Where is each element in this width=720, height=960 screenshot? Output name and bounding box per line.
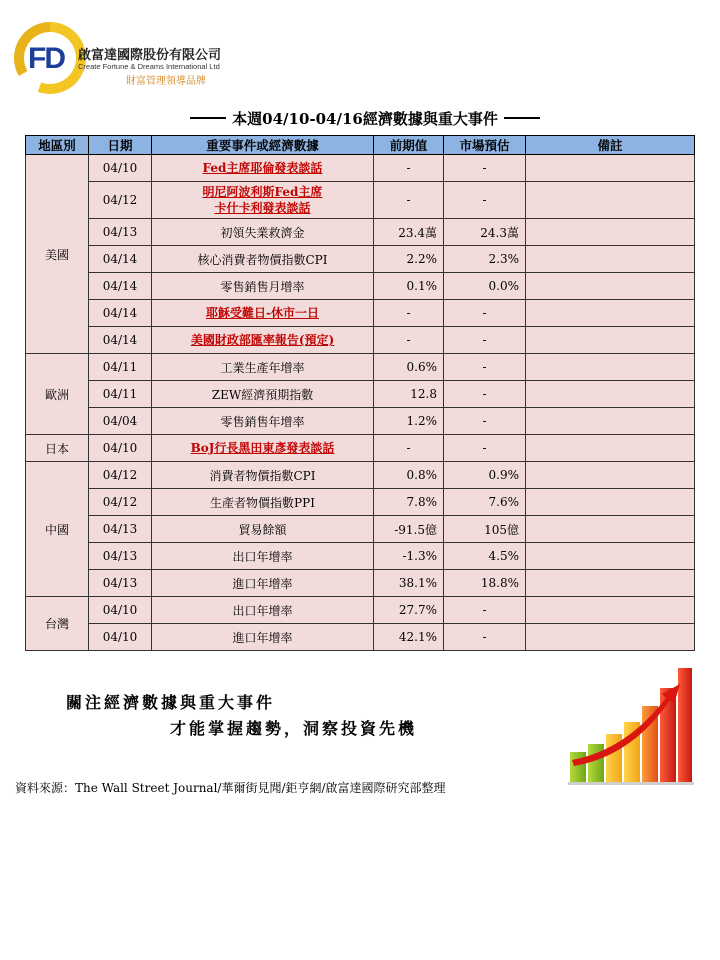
- region-cell: 歐洲: [26, 354, 89, 435]
- table-row: [26, 624, 695, 651]
- previous-value-cell: -91.5億: [374, 516, 444, 543]
- event-cell: 生產者物價指數PPI: [152, 489, 374, 516]
- source-note: 資料來源：The Wall Street Journal/華爾街見聞/鉅亨網/啟富達國際研究部整理: [15, 781, 446, 795]
- previous-value-cell: 2.2%: [374, 246, 444, 273]
- previous-value-cell: -1.3%: [374, 543, 444, 570]
- note-cell: [526, 273, 695, 300]
- table-row: [26, 219, 695, 246]
- date-cell: 04/10: [89, 155, 152, 182]
- note-cell: [526, 570, 695, 597]
- event-cell: 消費者物價指數CPI: [152, 462, 374, 489]
- previous-value-cell: 42.1%: [374, 624, 444, 651]
- company-name-english: Create Fortune & Dreams International Ltd: [78, 62, 220, 71]
- note-cell: [526, 624, 695, 651]
- previous-value-cell: 27.7%: [374, 597, 444, 624]
- date-cell: 04/13: [89, 543, 152, 570]
- forecast-cell: 4.5%: [444, 543, 526, 570]
- previous-value-cell: 0.1%: [374, 273, 444, 300]
- previous-value-cell: -: [374, 155, 444, 182]
- event-cell: 貿易餘額: [152, 516, 374, 543]
- event-cell: BoJ行長黑田東彥發表談話: [152, 435, 374, 462]
- note-cell: [526, 219, 695, 246]
- forecast-cell: -: [444, 155, 526, 182]
- forecast-cell: 0.0%: [444, 273, 526, 300]
- date-cell: 04/10: [89, 624, 152, 651]
- note-cell: [526, 155, 695, 182]
- forecast-cell: 7.6%: [444, 489, 526, 516]
- title-rule-right: [504, 117, 540, 119]
- previous-value-cell: -: [374, 435, 444, 462]
- table-row: [26, 516, 695, 543]
- previous-value-cell: 0.8%: [374, 462, 444, 489]
- region-cell: 日本: [26, 435, 89, 462]
- date-cell: 04/04: [89, 408, 152, 435]
- event-cell: 核心消費者物價指數CPI: [152, 246, 374, 273]
- note-cell: [526, 408, 695, 435]
- event-cell: 明尼阿波利斯Fed主席 卡什卡利發表談話: [152, 182, 374, 219]
- forecast-cell: 18.8%: [444, 570, 526, 597]
- note-cell: [526, 182, 695, 219]
- region-cell: 中國: [26, 462, 89, 597]
- forecast-cell: -: [444, 435, 526, 462]
- forecast-cell: 24.3萬: [444, 219, 526, 246]
- note-cell: [526, 597, 695, 624]
- page-title: 本週04/10-04/16經濟數據與重大事件: [232, 109, 498, 128]
- table-row: [26, 246, 695, 273]
- forecast-cell: -: [444, 354, 526, 381]
- previous-value-cell: 23.4萬: [374, 219, 444, 246]
- previous-value-cell: 38.1%: [374, 570, 444, 597]
- event-cell: 初領失業救濟金: [152, 219, 374, 246]
- forecast-cell: 105億: [444, 516, 526, 543]
- date-cell: 04/14: [89, 273, 152, 300]
- table-row: [26, 381, 695, 408]
- table-row: [26, 155, 695, 182]
- event-cell: 出口年增率: [152, 597, 374, 624]
- previous-value-cell: -: [374, 182, 444, 219]
- forecast-cell: -: [444, 381, 526, 408]
- note-cell: [526, 516, 695, 543]
- table-row: [26, 597, 695, 624]
- previous-value-cell: 12.8: [374, 381, 444, 408]
- date-cell: 04/12: [89, 489, 152, 516]
- growth-chart-icon: [566, 660, 696, 790]
- header-date: 日期: [89, 136, 152, 155]
- event-cell: ZEW經濟預期指數: [152, 381, 374, 408]
- region-cell: 台灣: [26, 597, 89, 651]
- header-event: 重要事件或經濟數據: [152, 136, 374, 155]
- header-previous: 前期值: [374, 136, 444, 155]
- previous-value-cell: -: [374, 327, 444, 354]
- date-cell: 04/11: [89, 381, 152, 408]
- title-rule-left: [190, 117, 226, 119]
- forecast-cell: -: [444, 597, 526, 624]
- table-row: [26, 462, 695, 489]
- table-row: [26, 182, 695, 219]
- table-row: [26, 273, 695, 300]
- note-cell: [526, 462, 695, 489]
- table-body: [26, 155, 695, 651]
- date-cell: 04/11: [89, 354, 152, 381]
- note-cell: [526, 381, 695, 408]
- event-cell: 零售銷售月增率: [152, 273, 374, 300]
- table-row: [26, 300, 695, 327]
- event-cell: 零售銷售年增率: [152, 408, 374, 435]
- forecast-cell: -: [444, 182, 526, 219]
- logo-mark: FD: [28, 42, 64, 75]
- event-cell: 出口年增率: [152, 543, 374, 570]
- company-tagline: 財富管理領導品牌: [126, 76, 206, 87]
- table-row: [26, 570, 695, 597]
- table-row: [26, 354, 695, 381]
- header-note: 備註: [526, 136, 695, 155]
- forecast-cell: -: [444, 327, 526, 354]
- focus-line-2: 才能掌握趨勢，洞察投資先機: [170, 719, 418, 738]
- economic-events-table: [25, 135, 695, 651]
- event-cell: 工業生產年增率: [152, 354, 374, 381]
- date-cell: 04/14: [89, 300, 152, 327]
- company-logo: [14, 22, 254, 102]
- date-cell: 04/13: [89, 219, 152, 246]
- previous-value-cell: -: [374, 300, 444, 327]
- forecast-cell: 2.3%: [444, 246, 526, 273]
- forecast-cell: 0.9%: [444, 462, 526, 489]
- header-forecast: 市場預估: [444, 136, 526, 155]
- date-cell: 04/14: [89, 246, 152, 273]
- date-cell: 04/10: [89, 435, 152, 462]
- forecast-cell: -: [444, 624, 526, 651]
- date-cell: 04/13: [89, 570, 152, 597]
- event-cell: Fed主席耶倫發表談話: [152, 155, 374, 182]
- note-cell: [526, 327, 695, 354]
- event-cell: 耶穌受難日-休市一日: [152, 300, 374, 327]
- note-cell: [526, 246, 695, 273]
- region-cell: 美國: [26, 155, 89, 354]
- date-cell: 04/14: [89, 327, 152, 354]
- table-header-row: [26, 136, 695, 155]
- note-cell: [526, 354, 695, 381]
- focus-line-1: 關注經濟數據與重大事件: [66, 693, 276, 712]
- previous-value-cell: 7.8%: [374, 489, 444, 516]
- event-cell: 美國財政部匯率報告(預定): [152, 327, 374, 354]
- date-cell: 04/10: [89, 597, 152, 624]
- previous-value-cell: 1.2%: [374, 408, 444, 435]
- company-name: 啟富達國際股份有限公司: [78, 47, 222, 62]
- date-cell: 04/13: [89, 516, 152, 543]
- header-region: 地區別: [26, 136, 89, 155]
- title-row: [170, 108, 560, 128]
- table-row: [26, 408, 695, 435]
- note-cell: [526, 489, 695, 516]
- event-cell: 進口年增率: [152, 624, 374, 651]
- event-cell: 進口年增率: [152, 570, 374, 597]
- note-cell: [526, 543, 695, 570]
- table-row: [26, 489, 695, 516]
- note-cell: [526, 435, 695, 462]
- table-row: [26, 543, 695, 570]
- table-row: [26, 435, 695, 462]
- date-cell: 04/12: [89, 462, 152, 489]
- table-row: [26, 327, 695, 354]
- forecast-cell: -: [444, 300, 526, 327]
- forecast-cell: -: [444, 408, 526, 435]
- date-cell: 04/12: [89, 182, 152, 219]
- previous-value-cell: 0.6%: [374, 354, 444, 381]
- note-cell: [526, 300, 695, 327]
